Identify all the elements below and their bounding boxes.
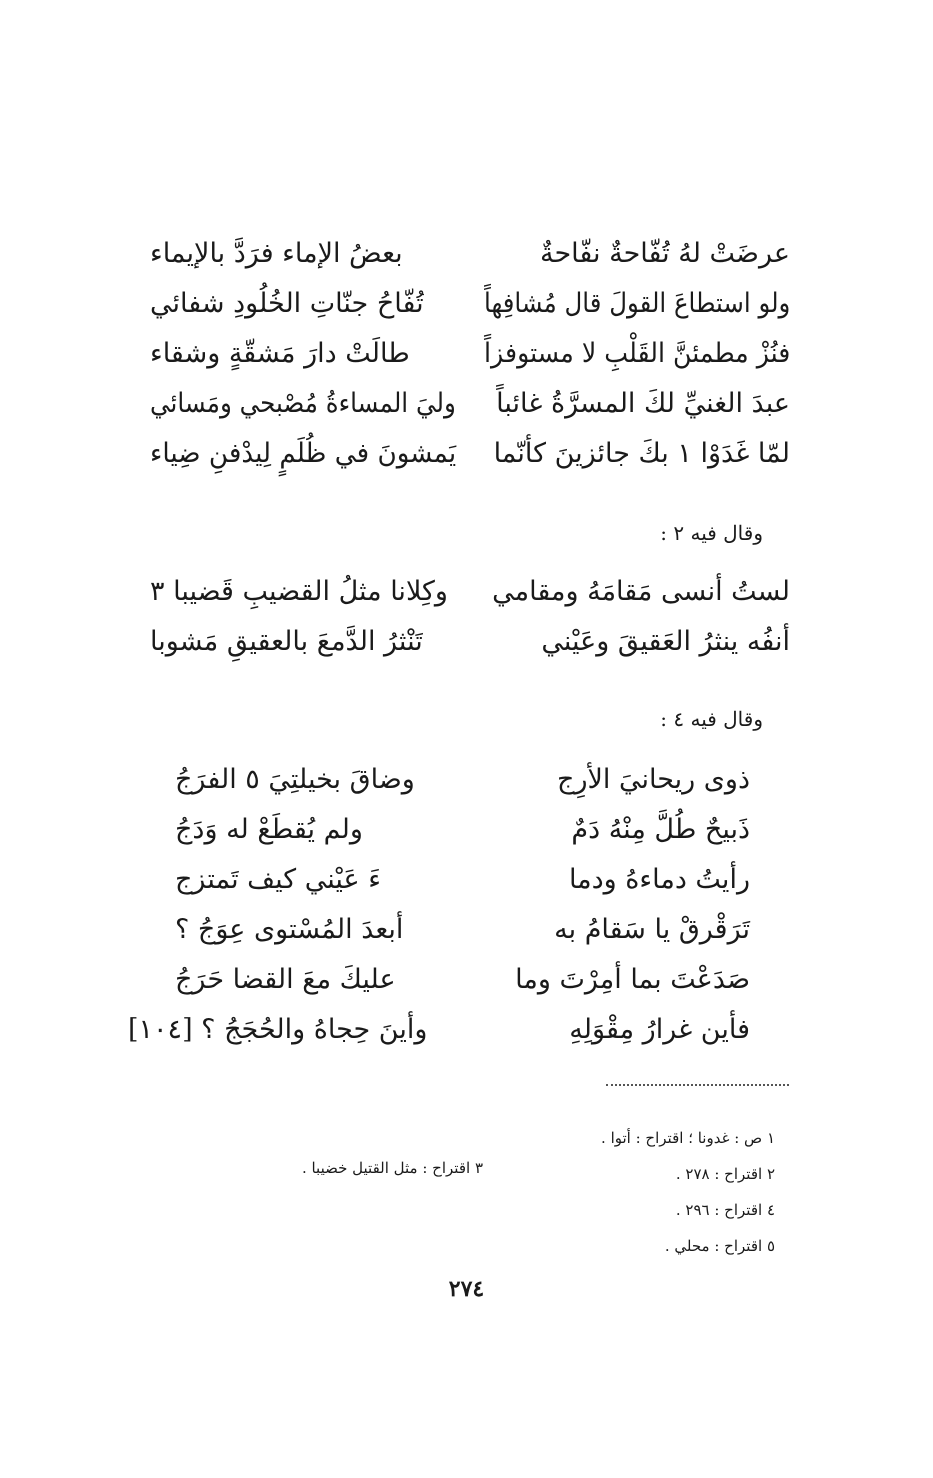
hemistich-left: ولم يُقطَعْ له وَدَجُ — [175, 814, 363, 845]
poem-intro-2: وقال فيه ٢ : — [660, 521, 763, 545]
page-number: ٢٧٤ — [448, 1276, 485, 1302]
hemistich-right: ولو استطاعَ القولَ قال مُشافِهاً — [483, 288, 790, 319]
hemistich-left: تُفّاحُ جنّاتِ الخُلُودِ شفائي — [150, 288, 424, 319]
hemistich-right: فأين غرارُ مِقْوَلِهِ — [569, 1014, 750, 1045]
hemistich-right: رأيتُ دماءهُ ودما — [568, 864, 750, 895]
verse — [150, 862, 790, 912]
verse — [150, 812, 790, 862]
verse — [150, 912, 790, 962]
verse — [150, 436, 790, 486]
hemistich-left: أبعدَ المُسْتوى عِوَجُ ؟ — [175, 914, 404, 945]
hemistich-left: ءَ عَيْني كيف تَمتزج — [175, 864, 381, 895]
verse — [150, 236, 790, 286]
verse — [128, 1012, 790, 1062]
hemistich-left: وضاقَ بخيلتِيَ ٥ الفرَجُ — [175, 764, 415, 795]
hemistich-left: بعضُ الإماء فرَدَّ بالإيماء — [150, 238, 403, 269]
hemistich-right: فنُزْ مطمئنَّ القَلْبِ لا مستوفزاً — [483, 338, 790, 369]
hemistich-right: عبدَ الغنيِّ لكَ المسرَّةُ غائباً — [496, 388, 790, 419]
footnote: ٤ اقتراح : ٢٩٦ . — [675, 1201, 775, 1219]
verse — [150, 762, 790, 812]
hemistich-right: ذَبيحٌ طُلَّ مِنْهُ دَمٌ — [571, 814, 750, 845]
footnote-separator — [606, 1084, 789, 1086]
hemistich-right: أنفُه ينثرُ العَقيقَ وعَيْني — [541, 626, 790, 657]
hemistich-left: يَمشونَ في ظُلَمٍ لِيدْفنِ ضِياء — [150, 438, 457, 469]
hemistich-left: وكِلانا مثلُ القضيبِ قَضيبا ٣ — [150, 576, 448, 607]
footnote: ١ ص : غدونا ؛ اقتراح : أتوا . — [601, 1129, 775, 1147]
hemistich-left: تَنْثرُ الدَّمعَ بالعقيقِ مَشوبا — [150, 626, 423, 657]
hemistich-right: ذوى ريحانيَ الأرِج — [557, 764, 750, 795]
hemistich-right: عرضَتْ لهُ تُفّاحةٌ نفّاحةٌ — [539, 238, 790, 269]
footnote: ٢ اقتراح : ٢٧٨ . — [675, 1165, 775, 1183]
hemistich-left: طالَتْ دارَ مَشقّةٍ وشقاء — [150, 338, 410, 369]
verse — [150, 386, 790, 436]
hemistich-left: عليكَ معَ القضا حَرَجُ — [175, 964, 396, 995]
verse — [150, 336, 790, 386]
hemistich-right: صَدَعْتَ بما أمِرْتَ وما — [515, 964, 750, 995]
hemistich-right: تَرَقْرقْ يا سَقامُ به — [554, 914, 750, 945]
hemistich-left: وأينَ حِجاهُ والحُجَجُ ؟ [١٠٤] — [128, 1014, 428, 1045]
verse — [150, 624, 790, 674]
verse — [150, 286, 790, 336]
verse — [150, 962, 790, 1012]
hemistich-left: وليَ المساءةُ مُصْبحي ومَسائي — [150, 388, 456, 419]
footnote: ٣ اقتراح : مثل القتيل خضيبا . — [301, 1159, 483, 1177]
hemistich-right: لستُ أنسى مَقامَهُ ومقامي — [492, 576, 790, 607]
verse — [150, 574, 790, 624]
hemistich-right: لمّا غَدَوْا ١ بكَ جائزينَ كأنّما — [493, 438, 790, 469]
poem-intro-3: وقال فيه ٤ : — [660, 707, 763, 731]
footnote: ٥ اقتراح : محلي . — [664, 1237, 775, 1255]
